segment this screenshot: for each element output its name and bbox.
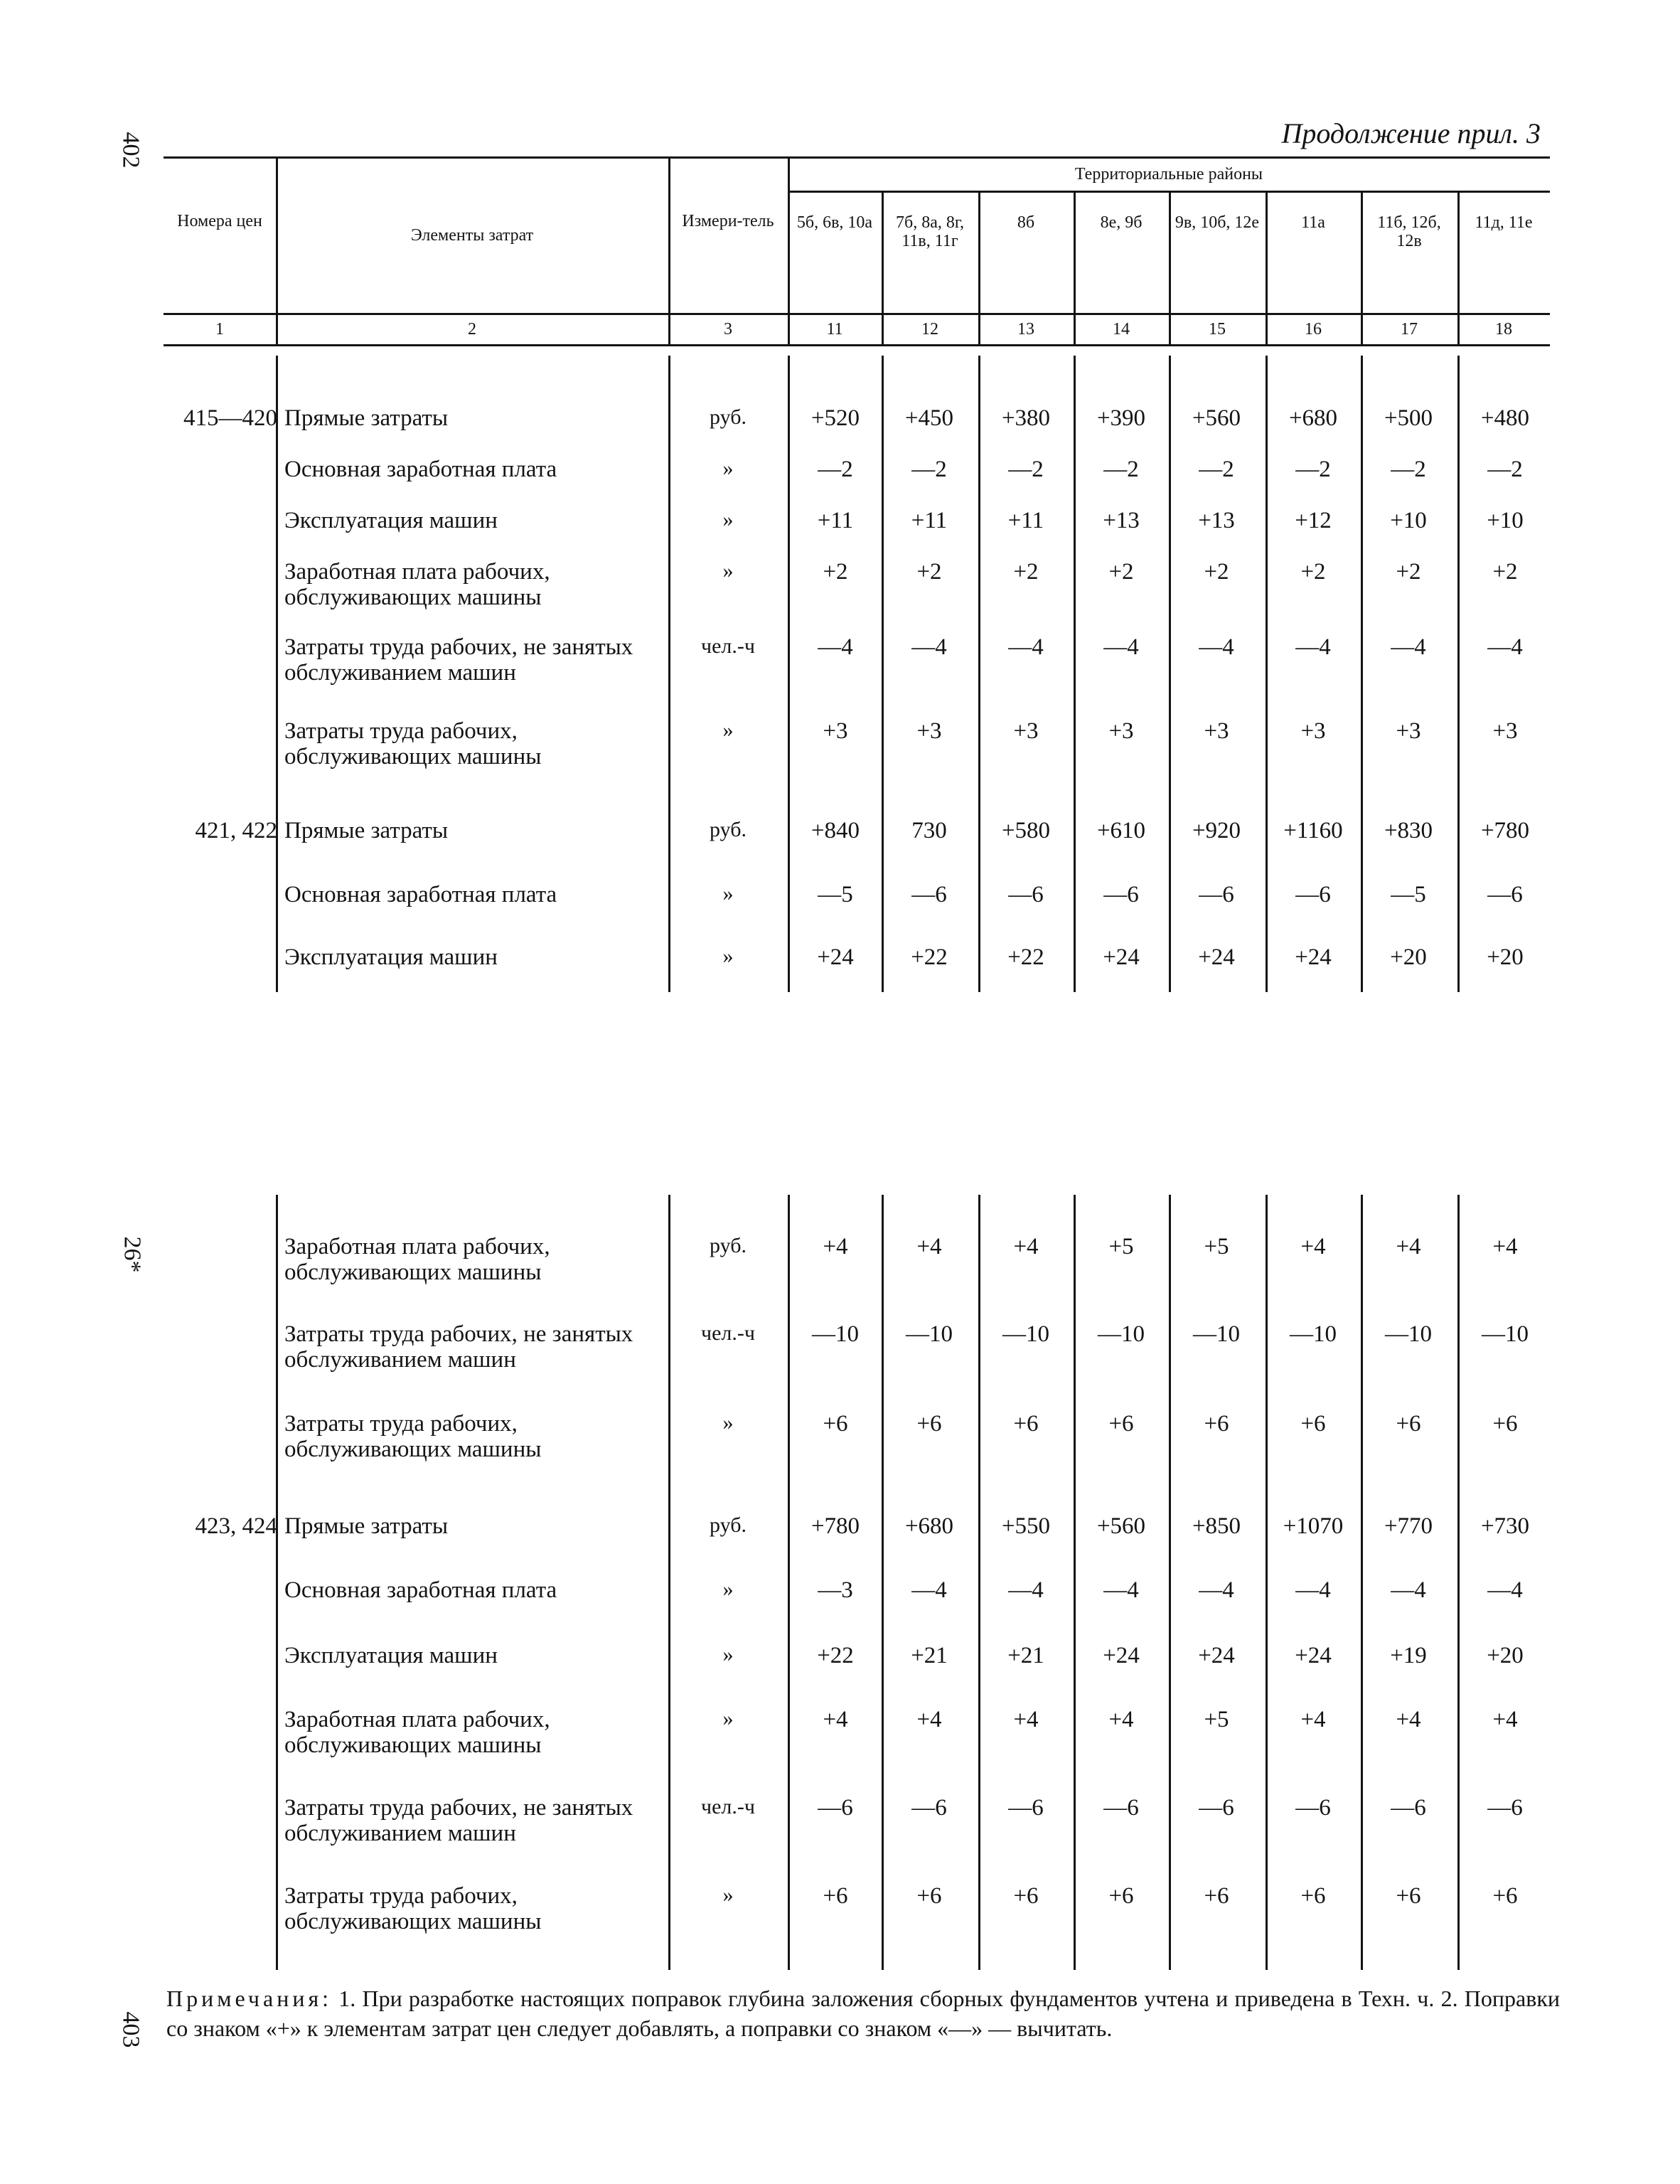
column-number: 11 — [826, 320, 843, 339]
region-value: —4 — [1008, 634, 1044, 660]
region-value: —4 — [911, 634, 947, 660]
region-value: +24 — [1103, 944, 1140, 970]
cost-element: Заработная плата рабочих, обслуживающих машины — [284, 1234, 550, 1286]
region-value: +2 — [1492, 559, 1518, 585]
region-value: —10 — [1098, 1321, 1145, 1347]
column-number: 3 — [724, 320, 732, 339]
header-bottom-rule — [164, 313, 1550, 315]
column-number: 18 — [1495, 320, 1512, 339]
region-value: +830 — [1384, 818, 1433, 843]
column-number: 2 — [468, 320, 476, 339]
region-value: +13 — [1103, 508, 1140, 533]
region-value: —4 — [1295, 1577, 1331, 1603]
region-value: +12 — [1295, 508, 1332, 533]
cost-element: Эксплуатация машин — [284, 944, 498, 970]
unit: » — [722, 1411, 734, 1434]
region-value: —10 — [1002, 1321, 1049, 1347]
region-value: +6 — [1013, 1883, 1039, 1909]
region-value: +13 — [1198, 508, 1235, 533]
region-value: —6 — [818, 1795, 853, 1821]
cost-element: Затраты труда рабочих, не занятых обслуживанием машин — [284, 634, 633, 686]
unit: » — [722, 718, 734, 742]
region-value: —6 — [1008, 882, 1044, 907]
region-value: —10 — [1482, 1321, 1529, 1347]
region-value: —2 — [1487, 457, 1523, 482]
region-value: +22 — [1007, 944, 1044, 970]
region-value: —10 — [812, 1321, 859, 1347]
region-value: +500 — [1384, 405, 1433, 431]
unit: » — [722, 882, 734, 905]
region-value: +520 — [810, 405, 860, 431]
region-value: —4 — [1295, 634, 1331, 660]
region-value: +5 — [1204, 1707, 1229, 1732]
region-value: +4 — [823, 1707, 848, 1732]
region-value: +6 — [1013, 1411, 1039, 1437]
region-value: —5 — [818, 882, 853, 907]
unit: руб. — [710, 1513, 747, 1537]
region-value: —4 — [1199, 1577, 1234, 1603]
region-value: —2 — [818, 457, 853, 482]
header-region: 5б, 6в, 10а — [796, 213, 873, 232]
unit: чел.-ч — [701, 1795, 755, 1818]
region-value: +780 — [1480, 818, 1530, 843]
region-value: —6 — [1295, 1795, 1331, 1821]
region-value: —4 — [911, 1577, 947, 1603]
header-top-rule — [164, 156, 1550, 159]
region-value: +3 — [1013, 718, 1039, 744]
header-region: 8б — [1017, 213, 1035, 232]
region-value: —6 — [911, 1795, 947, 1821]
region-value: +3 — [1492, 718, 1518, 744]
region-value: +24 — [1103, 1643, 1140, 1668]
cost-element: Затраты труда рабочих, не занятых обслуживанием машин — [284, 1321, 633, 1373]
region-value: +780 — [810, 1513, 860, 1539]
region-value: —4 — [818, 634, 853, 660]
unit: » — [722, 457, 734, 480]
region-value: +6 — [1492, 1411, 1518, 1437]
unit: » — [722, 1883, 734, 1907]
region-value: +10 — [1487, 508, 1524, 533]
column-numbers-rule — [164, 344, 1550, 346]
region-value: +19 — [1390, 1643, 1427, 1668]
column-number: 14 — [1113, 320, 1130, 339]
cost-element: Основная заработная плата — [284, 882, 557, 907]
region-value: 730 — [911, 818, 947, 843]
region-value: —2 — [911, 457, 947, 482]
region-value: +21 — [1007, 1643, 1044, 1668]
header-region: 7б, 8а, 8г, 11в, 11г — [896, 213, 964, 251]
region-value: —4 — [1103, 1577, 1139, 1603]
region-value: —4 — [1199, 634, 1234, 660]
cost-element: Основная заработная плата — [284, 457, 557, 482]
region-value: —6 — [1295, 882, 1331, 907]
region-value: +2 — [1108, 559, 1134, 585]
region-value: +730 — [1480, 1513, 1530, 1539]
region-value: —6 — [1008, 1795, 1044, 1821]
region-value: —4 — [1103, 634, 1139, 660]
header-region: 11д, 11е — [1475, 213, 1533, 232]
header-divider — [978, 191, 980, 344]
cost-element: Основная заработная плата — [284, 1577, 557, 1603]
region-value: —6 — [1103, 1795, 1139, 1821]
region-value: —6 — [1391, 1795, 1426, 1821]
region-value: +3 — [916, 718, 942, 744]
unit: » — [722, 1707, 734, 1730]
region-value: +4 — [916, 1234, 942, 1259]
region-value: +550 — [1001, 1513, 1051, 1539]
header-region: 11а — [1301, 213, 1325, 232]
region-value: +2 — [916, 559, 942, 585]
header-divider — [1266, 191, 1268, 344]
header-elements: Элементы затрат — [410, 226, 534, 245]
region-value: +6 — [1204, 1411, 1229, 1437]
region-value: +6 — [1492, 1883, 1518, 1909]
region-value: —6 — [1199, 1795, 1234, 1821]
region-value: —6 — [911, 882, 947, 907]
region-value: +10 — [1390, 508, 1427, 533]
cost-element: Эксплуатация машин — [284, 1643, 498, 1668]
header-divider — [276, 156, 278, 344]
region-value: +11 — [817, 508, 854, 533]
region-value: +3 — [1108, 718, 1134, 744]
region-value: —4 — [1391, 1577, 1426, 1603]
notes-label: Примечания: — [166, 1986, 333, 2011]
right-page-number: 403 — [117, 2011, 144, 2048]
header-region: 9в, 10б, 12е — [1175, 213, 1260, 232]
region-value: +6 — [1396, 1411, 1421, 1437]
cost-element: Прямые затраты — [284, 1513, 449, 1539]
header-price-no: Номера цен — [177, 212, 262, 230]
unit: руб. — [710, 405, 747, 429]
region-value: +24 — [1295, 944, 1332, 970]
region-value: +6 — [823, 1883, 848, 1909]
region-value: +22 — [817, 1643, 854, 1668]
region-value: +560 — [1096, 1513, 1146, 1539]
region-value: +11 — [1007, 508, 1044, 533]
column-number: 13 — [1017, 320, 1034, 339]
price-number: 423, 424 — [195, 1513, 277, 1539]
unit: » — [722, 944, 734, 968]
column-number: 1 — [215, 320, 224, 339]
header-region: 8е, 9б — [1100, 213, 1143, 232]
region-value: —2 — [1103, 457, 1139, 482]
unit: » — [722, 1643, 734, 1666]
region-value: +4 — [1108, 1707, 1134, 1732]
region-value: —2 — [1199, 457, 1234, 482]
region-value: +2 — [1300, 559, 1326, 585]
continuation-title: Продолжение прил. 3 — [1281, 117, 1541, 149]
region-value: —2 — [1295, 457, 1331, 482]
column-divider — [276, 1195, 278, 1970]
region-value: +6 — [823, 1411, 848, 1437]
region-value: +2 — [1396, 559, 1421, 585]
left-page-number: 402 — [117, 132, 144, 169]
region-value: +2 — [1204, 559, 1229, 585]
region-value: —6 — [1487, 882, 1523, 907]
region-value: +22 — [911, 944, 948, 970]
region-value: +680 — [904, 1513, 954, 1539]
region-value: +1070 — [1283, 1513, 1344, 1539]
cost-element: Заработная плата рабочих, обслуживающих машины — [284, 1707, 550, 1759]
region-value: +560 — [1192, 405, 1241, 431]
cost-element: Затраты труда рабочих, обслуживающих машины — [284, 718, 542, 770]
region-value: +680 — [1288, 405, 1338, 431]
cost-element: Прямые затраты — [284, 818, 449, 843]
region-value: +4 — [916, 1707, 942, 1732]
region-value: —6 — [1487, 1795, 1523, 1821]
header-divider — [882, 191, 884, 344]
region-value: +24 — [1198, 944, 1235, 970]
region-value: +24 — [1198, 1643, 1235, 1668]
notes-text: 1. При разработке настоящих поправок глубина заложения сборных фундаментов учтена и приведена в Техн. ч. 2. Поправки со знаком «+» к элементам затрат цен следует добавлять, а поправки со знаком «—» — вычитать. — [166, 1986, 1561, 2041]
region-value: +840 — [810, 818, 860, 843]
region-value: +6 — [1396, 1883, 1421, 1909]
region-value: +20 — [1390, 944, 1427, 970]
column-divider — [276, 356, 278, 992]
region-value: +4 — [1300, 1234, 1326, 1259]
region-value: +3 — [823, 718, 848, 744]
region-value: —2 — [1008, 457, 1044, 482]
header-divider — [1361, 191, 1363, 344]
region-value: +480 — [1480, 405, 1530, 431]
region-value: +6 — [916, 1883, 942, 1909]
region-value: +770 — [1384, 1513, 1433, 1539]
region-value: +390 — [1096, 405, 1146, 431]
region-value: +4 — [1396, 1234, 1421, 1259]
column-number: 16 — [1305, 320, 1322, 339]
region-value: —4 — [1008, 1577, 1044, 1603]
region-value: +4 — [1013, 1707, 1039, 1732]
region-value: +450 — [904, 405, 954, 431]
unit: чел.-ч — [701, 1321, 755, 1345]
cost-element: Затраты труда рабочих, обслуживающих машины — [284, 1883, 542, 1935]
region-value: +920 — [1192, 818, 1241, 843]
cost-element: Затраты труда рабочих, не занятых обслуживанием машин — [284, 1795, 633, 1847]
cost-element: Эксплуатация машин — [284, 508, 498, 533]
region-value: +4 — [1492, 1234, 1518, 1259]
header-divider — [1457, 191, 1460, 344]
cost-element: Затраты труда рабочих, обслуживающих машины — [284, 1411, 542, 1463]
region-value: —6 — [1103, 882, 1139, 907]
region-value: +4 — [1013, 1234, 1039, 1259]
region-value: +850 — [1192, 1513, 1241, 1539]
region-value: +2 — [1013, 559, 1039, 585]
unit: руб. — [710, 1234, 747, 1257]
region-value: +2 — [823, 559, 848, 585]
unit: » — [722, 1577, 734, 1601]
header-divider — [1169, 191, 1171, 344]
region-value: +6 — [1204, 1883, 1229, 1909]
header-divider — [668, 156, 670, 344]
region-value: +6 — [1300, 1883, 1326, 1909]
region-value: —10 — [1193, 1321, 1240, 1347]
region-value: +4 — [823, 1234, 848, 1259]
region-value: +3 — [1204, 718, 1229, 744]
region-value: +5 — [1204, 1234, 1229, 1259]
notes — [166, 1984, 1560, 2043]
unit: » — [722, 559, 734, 582]
header-divider — [1074, 191, 1076, 344]
header-unit: Измери-тель — [682, 212, 774, 230]
region-value: +4 — [1300, 1707, 1326, 1732]
region-value: —4 — [1487, 634, 1523, 660]
region-value: +24 — [1295, 1643, 1332, 1668]
price-number: 415—420 — [183, 405, 277, 431]
region-value: +6 — [1300, 1411, 1326, 1437]
header-divider — [788, 156, 790, 344]
unit: руб. — [710, 818, 747, 841]
region-value: +380 — [1001, 405, 1051, 431]
region-value: —10 — [906, 1321, 953, 1347]
column-number: 17 — [1401, 320, 1418, 339]
region-value: +580 — [1001, 818, 1051, 843]
region-value: +3 — [1300, 718, 1326, 744]
region-value: +6 — [916, 1411, 942, 1437]
signature-mark: 26* — [119, 1236, 146, 1273]
unit: чел.-ч — [701, 634, 755, 658]
region-value: +6 — [1108, 1883, 1134, 1909]
column-divider — [668, 356, 670, 992]
region-value: +11 — [911, 508, 948, 533]
region-value: +3 — [1396, 718, 1421, 744]
cost-element: Заработная плата рабочих, обслуживающих машины — [284, 559, 550, 611]
region-value: +6 — [1108, 1411, 1134, 1437]
region-value: —2 — [1391, 457, 1426, 482]
region-value: +4 — [1396, 1707, 1421, 1732]
region-value: —10 — [1385, 1321, 1432, 1347]
region-value: —4 — [1487, 1577, 1523, 1603]
region-value: +21 — [911, 1643, 948, 1668]
price-number: 421, 422 — [195, 818, 277, 843]
region-value: —3 — [818, 1577, 853, 1603]
region-value: —4 — [1391, 634, 1426, 660]
unit: » — [722, 508, 734, 531]
region-value: —5 — [1391, 882, 1426, 907]
region-value: +4 — [1492, 1707, 1518, 1732]
cost-element: Прямые затраты — [284, 405, 449, 431]
column-number: 12 — [921, 320, 938, 339]
region-value: +1160 — [1283, 818, 1343, 843]
region-value: +610 — [1096, 818, 1146, 843]
region-value: +20 — [1487, 1643, 1524, 1668]
column-number: 15 — [1209, 320, 1226, 339]
region-value: +20 — [1487, 944, 1524, 970]
region-value: +5 — [1108, 1234, 1134, 1259]
region-value: +24 — [817, 944, 854, 970]
region-value: —6 — [1199, 882, 1234, 907]
header-regions-group: Территориальные районы — [1074, 165, 1263, 183]
region-value: —10 — [1290, 1321, 1337, 1347]
header-region: 11б, 12б, 12в — [1377, 213, 1441, 251]
column-divider — [668, 1195, 670, 1970]
